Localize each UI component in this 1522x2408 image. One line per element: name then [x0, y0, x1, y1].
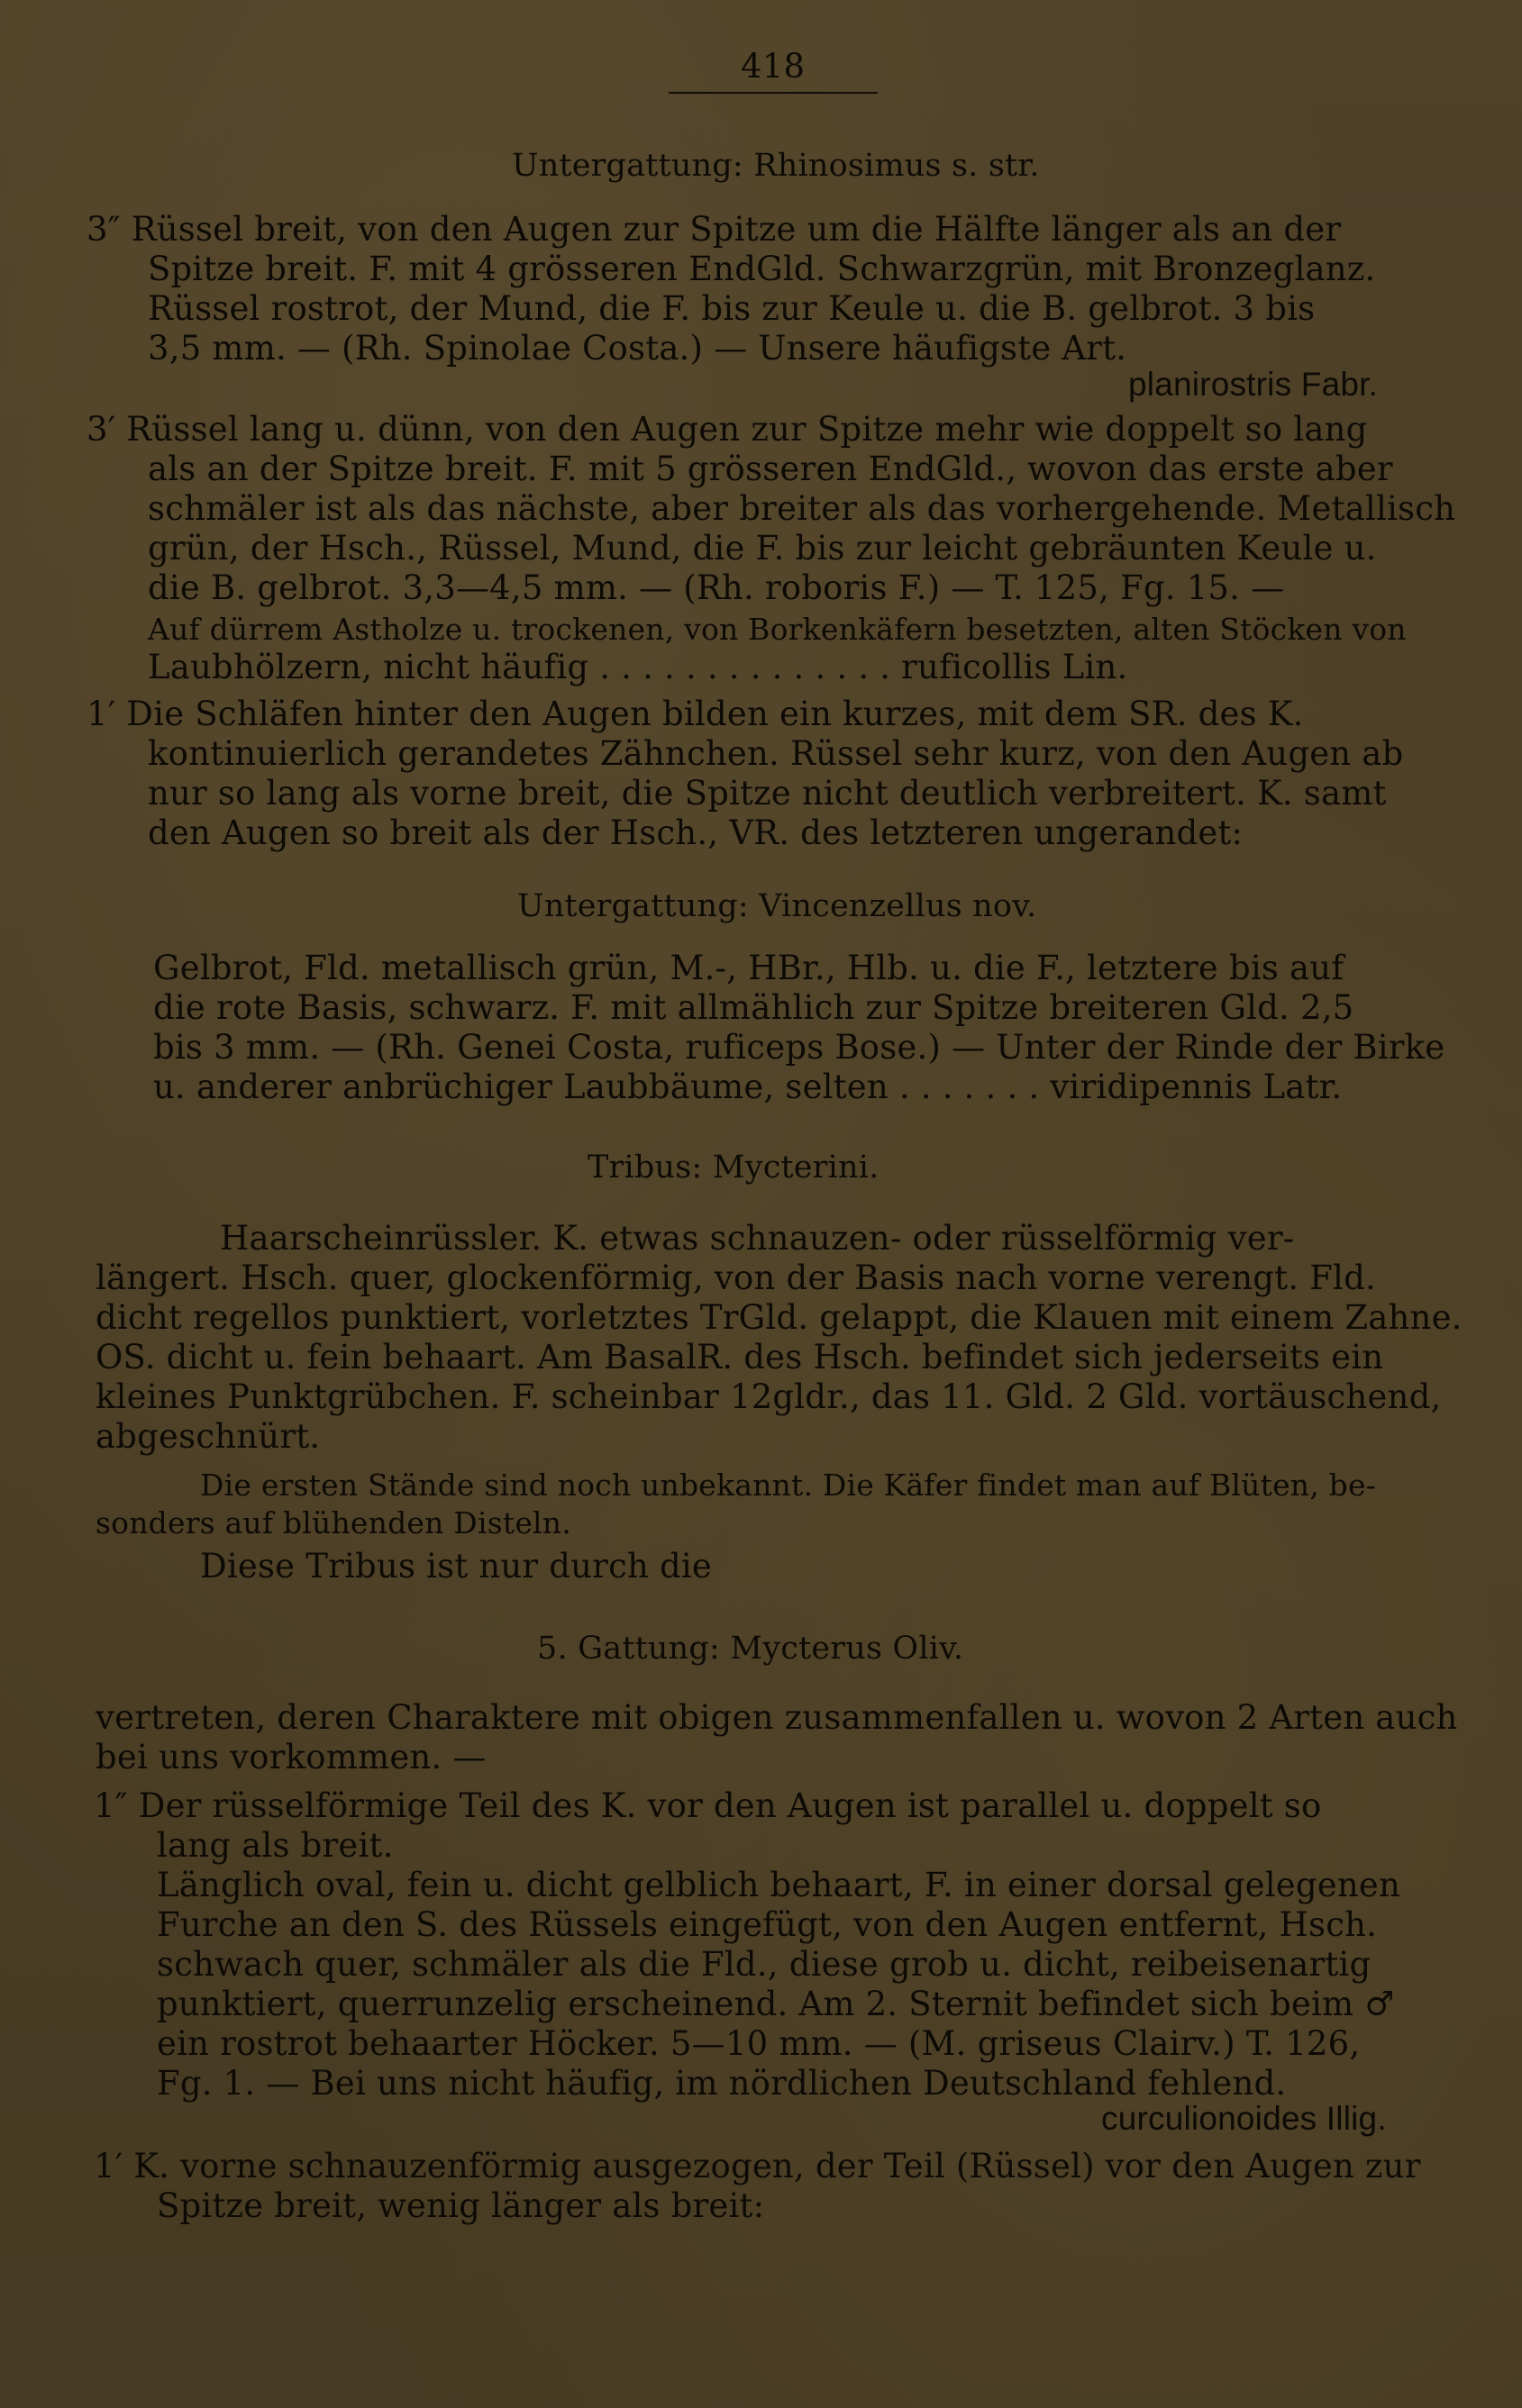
text-line: 3′ Rüssel lang u. dünn, von den Augen zur Spitze mehr wie doppelt so lang [87, 410, 1368, 449]
species-name: planirostris Fabr. [1128, 366, 1379, 403]
text-line: kontinuierlich gerandetes Zähnchen. Rüssel sehr kurz, von den Augen ab [148, 734, 1404, 773]
text-line: Spitze breit. F. mit 4 grösseren EndGld. Schwarzgrün, mit Bronzeglanz. [148, 250, 1376, 288]
text-line: bei uns vorkommen. — [96, 1738, 487, 1776]
text-line-small: Die ersten Stände sind noch unbekannt. Die Käfer findet man auf Blüten, be- [200, 1468, 1377, 1503]
text-line: lang als breit. [157, 1826, 394, 1865]
text-line: kleines Punktgrübchen. F. scheinbar 12gldr., das 11. Gld. 2 Gld. vortäuschend, [96, 1377, 1442, 1416]
text-line: Rüssel rostrot, der Mund, die F. bis zur Keule u. die B. gelbrot. 3 bis [148, 289, 1316, 328]
text-line: punktiert, querrunzelig erscheinend. Am 2. Sternit befindet sich beim ♂ [157, 1985, 1395, 2023]
text-line: 1′ K. vorne schnauzenförmig ausgezogen, der Teil (Rüssel) vor den Augen zur [94, 2147, 1421, 2185]
text-line: als an der Spitze breit. F. mit 5 grösseren EndGld., wovon das erste aber [148, 450, 1393, 488]
text-line: Haarscheinrüssler. K. etwas schnauzen- oder rüsselförmig ver- [220, 1219, 1295, 1258]
text-line: grün, der Hsch., Rüssel, Mund, die F. bis zur leicht gebräunten Keule u. [148, 529, 1377, 568]
text-line: Auf dürrem Astholze u. trockenen, von Borkenkäfern besetzten, alten Stöcken von [148, 612, 1407, 647]
text-line: schmäler ist als das nächste, aber breiter als das vorhergehende. Metallisch [148, 489, 1456, 528]
text-line: die B. gelbrot. 3,3—4,5 mm. — (Rh. roboris F.) — T. 125, Fg. 15. — [148, 568, 1285, 607]
genus-heading: 5. Gattung: Mycterus Oliv. [537, 1631, 964, 1667]
text-line: den Augen so breit als der Hsch., VR. des letzteren ungerandet: [148, 813, 1244, 852]
text-line: Laubhölzern, nicht häufig . . . . . . . . . . . . . . ruficollis Lin. [148, 648, 1128, 686]
text-line: 3,5 mm. — (Rh. Spinolae Costa.) — Unsere häufigste Art. [148, 329, 1127, 368]
text-line: Gelbrot, Fld. metallisch grün, M.-, HBr., Hlb. u. die F., letztere bis auf [153, 949, 1344, 987]
text-line-small: sonders auf blühenden Disteln. [96, 1505, 571, 1540]
text-line: nur so lang als vorne breit, die Spitze nicht deutlich verbreitert. K. samt [148, 774, 1387, 813]
text-line: 3″ Rüssel breit, von den Augen zur Spitze um die Hälfte länger als an der [87, 210, 1342, 249]
text-line: Fg. 1. — Bei uns nicht häufig, im nördlichen Deutschland fehlend. [157, 2064, 1287, 2103]
text-line: längert. Hsch. quer, glockenförmig, von der Basis nach vorne verengt. Fld. [96, 1259, 1376, 1297]
tribus-heading: Tribus: Mycterini. [588, 1149, 879, 1186]
subgenus-heading: Untergattung: Rhinosimus s. str. [512, 148, 1040, 184]
text-line: Diese Tribus ist nur durch die [200, 1547, 712, 1586]
text-line: 1′ Die Schläfen hinter den Augen bilden ein kurzes, mit dem SR. des K. [87, 695, 1304, 733]
subgenus-heading: Untergattung: Vincenzellus nov. [517, 888, 1037, 924]
text-line: abgeschnürt. [96, 1417, 321, 1456]
text-line: ein rostrot behaarter Höcker. 5—10 mm. — (M. griseus Clairv.) T. 126, [157, 2024, 1361, 2063]
text-line: die rote Basis, schwarz. F. mit allmählich zur Spitze breiteren Gld. 2,5 [153, 988, 1354, 1027]
text-line: Spitze breit, wenig länger als breit: [157, 2186, 765, 2225]
text-line: schwach quer, schmäler als die Fld., diese grob u. dicht, reibeisenartig [157, 1945, 1372, 1984]
text-line: u. anderer anbrüchiger Laubbäume, selten . . . . . . . viridipennis Latr. [153, 1068, 1343, 1106]
page-number: 418 [741, 47, 806, 86]
text-line: 1″ Der rüsselförmige Teil des K. vor den Augen ist parallel u. doppelt so [94, 1786, 1322, 1825]
text-line: Länglich oval, fein u. dicht gelblich behaart, F. in einer dorsal gelegenen [157, 1866, 1400, 1904]
text-line: bis 3 mm. — (Rh. Genei Costa, ruficeps Bose.) — Unter der Rinde der Birke [153, 1028, 1445, 1067]
page-number-rule [669, 92, 878, 94]
species-name: curculionoides Illig. [1101, 2100, 1387, 2137]
text-line: OS. dicht u. fein behaart. Am BasalR. des Hsch. befindet sich jederseits ein [96, 1338, 1384, 1377]
text-line: dicht regellos punktiert, vorletztes TrGld. gelappt, die Klauen mit einem Zahne. [96, 1298, 1463, 1337]
text-line: Furche an den S. des Rüssels eingefügt, von den Augen entfernt, Hsch. [157, 1905, 1378, 1944]
text-line: vertreten, deren Charaktere mit obigen zusammenfallen u. wovon 2 Arten auch [96, 1698, 1458, 1737]
